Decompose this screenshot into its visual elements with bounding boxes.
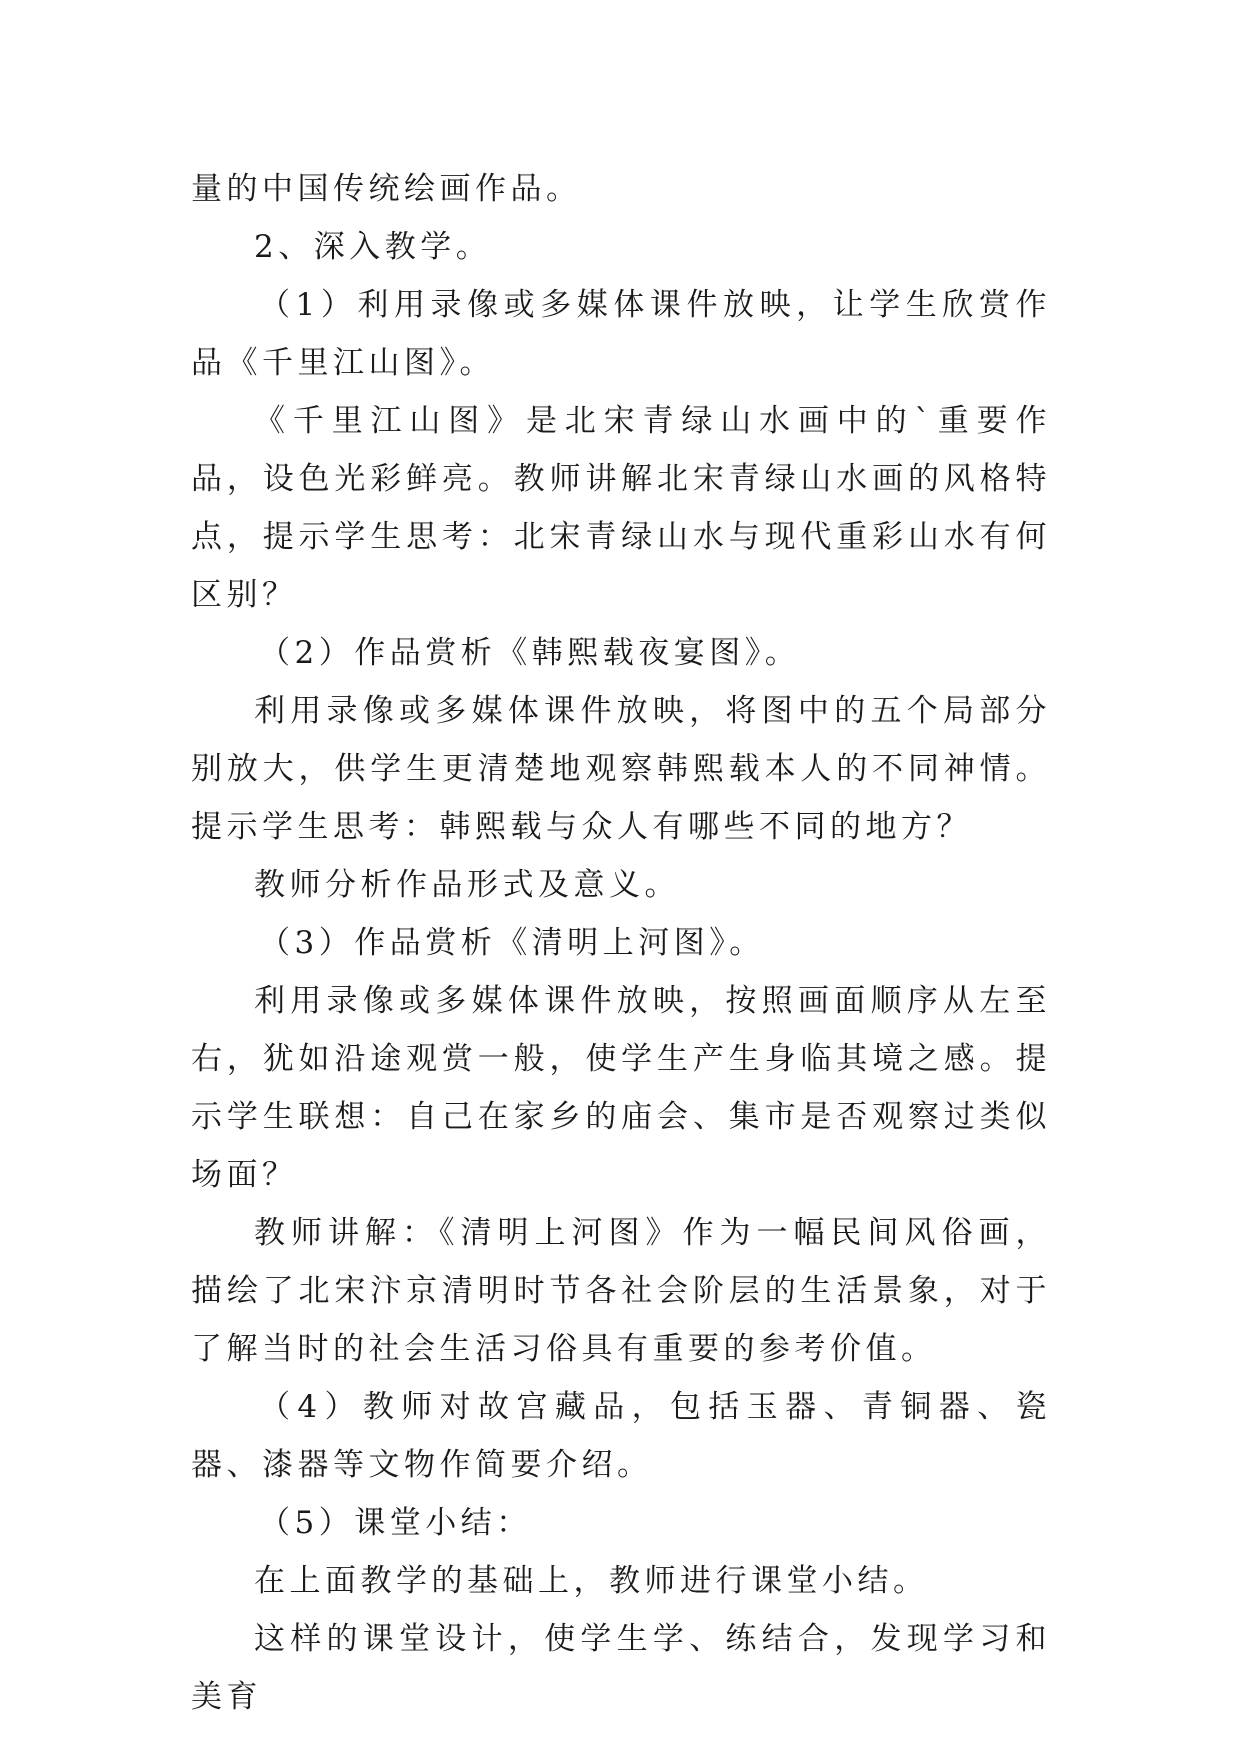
paragraph-continuation: 量的中国传统绘画作品。 bbox=[191, 171, 582, 207]
paragraph-summary: 在上面教学的基础上，教师进行课堂小结。 bbox=[254, 1563, 929, 1599]
paragraph-qingming-explanation: 教师讲解：《清明上河图》作为一幅民间风俗画，描绘了北宋汴京清明时节各社会阶层的生活景象，对于了解当时的社会生活习俗具有重要的参考价值。 bbox=[191, 1215, 1051, 1367]
paragraph-qianli-jiangshan: 《千里江山图》是北宋青绿山水画中的`重要作品，设色光彩鲜亮。教师讲解北宋青绿山水画的风格特点，提示学生思考：北宋青绿山水与现代重彩山水有何区别？ bbox=[191, 403, 1051, 613]
paragraph-step-1: （1）利用录像或多媒体课件放映，让学生欣赏作品《千里江山图》。 bbox=[191, 287, 1051, 381]
paragraph-han-xizai-video: 利用录像或多媒体课件放映，将图中的五个局部分别放大，供学生更清楚地观察韩熙载本人的不同神情。提示学生思考：韩熙载与众人有哪些不同的地方？ bbox=[191, 693, 1051, 845]
paragraph-step-2: （2）作品赏析《韩熙载夜宴图》。 bbox=[259, 635, 801, 671]
paragraph-design-conclusion: 这样的课堂设计，使学生学、练结合，发现学习和美育 bbox=[191, 1621, 1051, 1715]
paragraph-step-4: （4）教师对故宫藏品，包括玉器、青铜器、瓷器、漆器等文物作简要介绍。 bbox=[191, 1389, 1051, 1483]
paragraph-step-3: （3）作品赏析《清明上河图》。 bbox=[259, 925, 765, 961]
paragraph-step-5: （5）课堂小结： bbox=[259, 1505, 532, 1541]
document-body bbox=[191, 160, 1051, 1726]
paragraph-teacher-analysis: 教师分析作品形式及意义。 bbox=[254, 867, 680, 903]
paragraph-section-heading: 2、深入教学。 bbox=[254, 229, 492, 265]
paragraph-qingming-video: 利用录像或多媒体课件放映，按照画面顺序从左至右，犹如沿途观赏一般，使学生产生身临其境之感。提示学生联想：自己在家乡的庙会、集市是否观察过类似场面？ bbox=[191, 983, 1051, 1193]
